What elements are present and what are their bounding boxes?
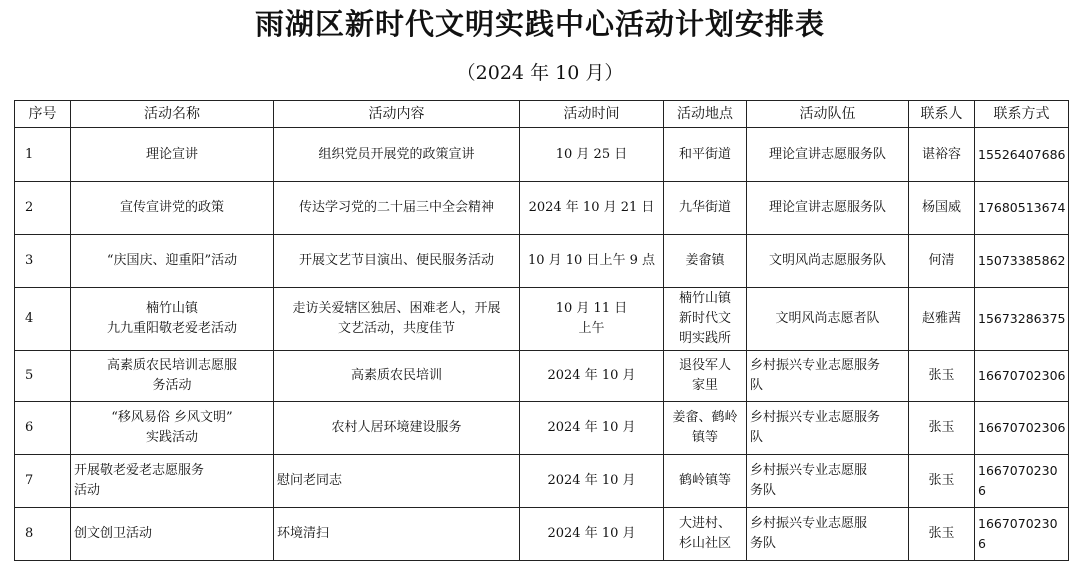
cell-activity-name: 宣传宣讲党的政策 xyxy=(71,182,274,235)
cell-seq: 2 xyxy=(15,182,71,235)
cell-seq: 5 xyxy=(15,351,71,402)
cell-activity-name: 楠竹山镇 九九重阳敬老爱老活动 xyxy=(71,288,274,351)
cell-activity-time: 10 月 10 日上午 9 点 xyxy=(520,235,664,288)
header-location: 活动地点 xyxy=(664,101,747,128)
page-title: 雨湖区新时代文明实践中心活动计划安排表 xyxy=(254,7,825,41)
table-header-row xyxy=(15,101,1069,128)
cell-activity-location: 和平街道 xyxy=(664,128,747,182)
table-row xyxy=(15,351,1069,402)
header-seq: 序号 xyxy=(15,101,71,128)
cell-phone: 15673286375 xyxy=(975,288,1069,351)
table-row xyxy=(15,455,1069,508)
table-row xyxy=(15,288,1069,351)
cell-activity-team: 乡村振兴专业志愿服 务队 xyxy=(747,508,909,561)
cell-seq: 7 xyxy=(15,455,71,508)
cell-activity-name: 理论宣讲 xyxy=(71,128,274,182)
cell-activity-time: 2024 年 10 月 xyxy=(520,455,664,508)
cell-contact: 何清 xyxy=(909,235,975,288)
cell-activity-time: 2024 年 10 月 xyxy=(520,402,664,455)
cell-activity-name: “庆国庆、迎重阳”活动 xyxy=(71,235,274,288)
cell-activity-team: 乡村振兴专业志愿服 务队 xyxy=(747,455,909,508)
cell-activity-location: 鹤岭镇等 xyxy=(664,455,747,508)
cell-activity-name: 创文创卫活动 xyxy=(71,508,274,561)
cell-activity-time: 2024 年 10 月 xyxy=(520,351,664,402)
cell-activity-content: 环境清扫 xyxy=(274,508,520,561)
cell-activity-content: 传达学习党的二十届三中全会精神 xyxy=(274,182,520,235)
table-row xyxy=(15,182,1069,235)
cell-activity-team: 乡村振兴专业志愿服务 队 xyxy=(747,351,909,402)
cell-phone: 15073385862 xyxy=(975,235,1069,288)
cell-activity-time: 2024 年 10 月 xyxy=(520,508,664,561)
cell-contact: 张玉 xyxy=(909,402,975,455)
cell-activity-content: 慰问老同志 xyxy=(274,455,520,508)
cell-activity-location: 楠竹山镇 新时代文 明实践所 xyxy=(664,288,747,351)
cell-phone: 1667070230 6 xyxy=(975,455,1069,508)
header-content: 活动内容 xyxy=(274,101,520,128)
cell-activity-team: 乡村振兴专业志愿服务 队 xyxy=(747,402,909,455)
cell-activity-location: 退役军人 家里 xyxy=(664,351,747,402)
cell-activity-name: “移风易俗 乡风文明” 实践活动 xyxy=(71,402,274,455)
cell-activity-team: 文明风尚志愿者队 xyxy=(747,288,909,351)
header-name: 活动名称 xyxy=(71,101,274,128)
cell-contact: 杨国威 xyxy=(909,182,975,235)
activity-plan-table xyxy=(14,100,1069,561)
cell-contact: 张玉 xyxy=(909,508,975,561)
cell-activity-name: 高素质农民培训志愿服 务活动 xyxy=(71,351,274,402)
table-row xyxy=(15,402,1069,455)
cell-phone: 16670702306 xyxy=(975,351,1069,402)
cell-phone: 17680513674 xyxy=(975,182,1069,235)
cell-phone: 1667070230 6 xyxy=(975,508,1069,561)
table-body xyxy=(15,128,1069,561)
cell-activity-team: 理论宣讲志愿服务队 xyxy=(747,182,909,235)
header-contact: 联系人 xyxy=(909,101,975,128)
cell-seq: 8 xyxy=(15,508,71,561)
cell-activity-time: 10 月 11 日 上午 xyxy=(520,288,664,351)
cell-activity-time: 10 月 25 日 xyxy=(520,128,664,182)
cell-phone: 15526407686 xyxy=(975,128,1069,182)
page-subtitle: （2024 年 10 月） xyxy=(456,62,624,84)
cell-activity-content: 高素质农民培训 xyxy=(274,351,520,402)
cell-activity-content: 组织党员开展党的政策宣讲 xyxy=(274,128,520,182)
cell-activity-team: 理论宣讲志愿服务队 xyxy=(747,128,909,182)
cell-contact: 谌裕容 xyxy=(909,128,975,182)
cell-activity-content: 开展文艺节目演出、便民服务活动 xyxy=(274,235,520,288)
cell-activity-location: 姜畲镇 xyxy=(664,235,747,288)
cell-contact: 张玉 xyxy=(909,455,975,508)
table-row xyxy=(15,508,1069,561)
header-phone: 联系方式 xyxy=(975,101,1069,128)
cell-phone: 16670702306 xyxy=(975,402,1069,455)
cell-activity-location: 大进村、 杉山社区 xyxy=(664,508,747,561)
cell-activity-name: 开展敬老爱老志愿服务 活动 xyxy=(71,455,274,508)
cell-seq: 3 xyxy=(15,235,71,288)
cell-activity-location: 九华街道 xyxy=(664,182,747,235)
cell-contact: 赵雅茜 xyxy=(909,288,975,351)
cell-seq: 1 xyxy=(15,128,71,182)
header-team: 活动队伍 xyxy=(747,101,909,128)
cell-activity-time: 2024 年 10 月 21 日 xyxy=(520,182,664,235)
table-row xyxy=(15,128,1069,182)
cell-activity-content: 走访关爱辖区独居、困难老人，开展 文艺活动，共度佳节 xyxy=(274,288,520,351)
cell-activity-location: 姜畲、鹤岭 镇等 xyxy=(664,402,747,455)
table-row xyxy=(15,235,1069,288)
cell-seq: 6 xyxy=(15,402,71,455)
cell-activity-team: 文明风尚志愿服务队 xyxy=(747,235,909,288)
header-time: 活动时间 xyxy=(520,101,664,128)
cell-seq: 4 xyxy=(15,288,71,351)
cell-activity-content: 农村人居环境建设服务 xyxy=(274,402,520,455)
cell-contact: 张玉 xyxy=(909,351,975,402)
